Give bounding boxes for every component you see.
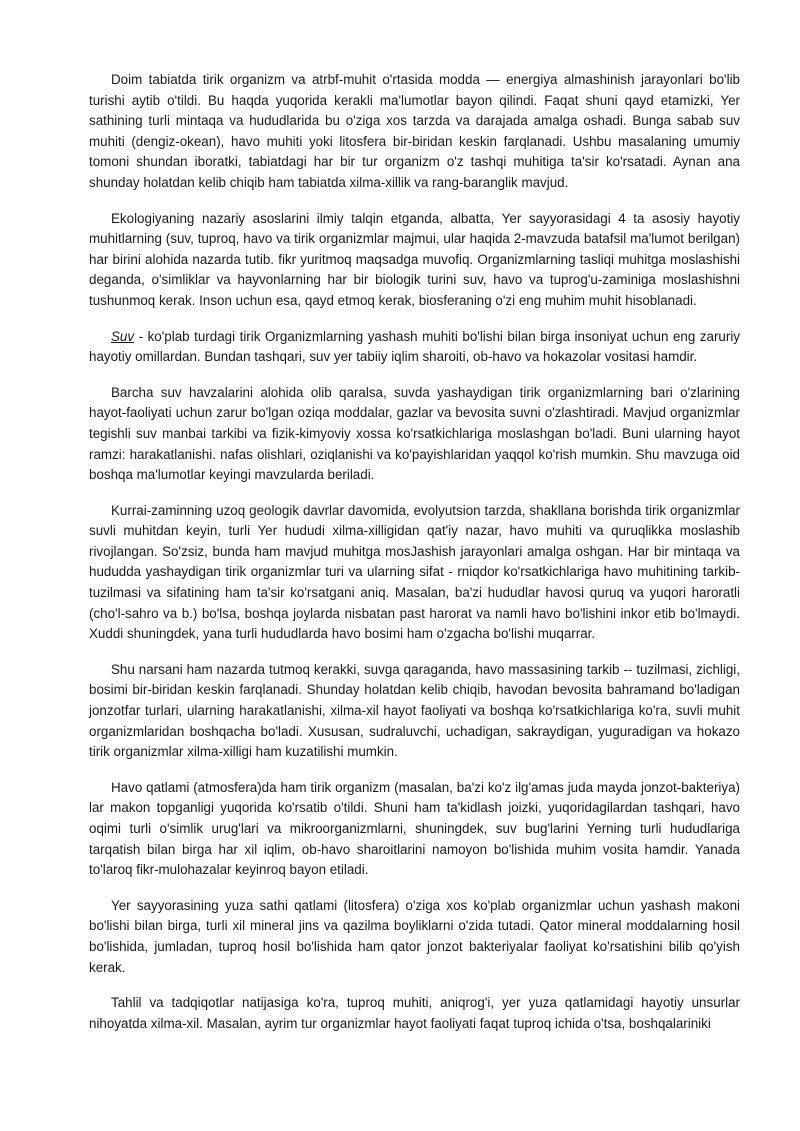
- paragraph-2: Ekologiyaning nazariy asoslarini ilmiy talqin etganda, albatta, Yer sayyorasidagi 4 ta asosiy hayotiy muhitlarning (suv, tuproq, havo va tirik organizmlar majmui, ular haqida 2-mavzuda batafsil ma'lumot berilgan) har birini alohida nazarda tutib. fikr yuritmoq maqsadga muvofiq. Organizmlarning tasliqi muhitga moslashishi deganda, o'simliklar va hayvonlarning har bir biologik turini suv, havo va tuprog'u-zaminiga moslashishni tushunmoq kerak. Inson uchun esa, qayd etmoq kerak, biosferaning o'zi eng muhim muhit hisoblanadi.: [89, 210, 740, 308]
- paragraph-3: [89, 327, 740, 368]
- paragraph-9: Tahlil va tadqiqotlar natijasiga ko'ra, tuproq muhiti, aniqrog'i, yer yuza qatlamidagi hayotiy unsurlar nihoyatda xilma-xil. Masalan, ayrim tur organizmlar hayot faoliyati faqat tuproq ichida o'tsa, boshqalariniki: [89, 995, 740, 1031]
- paragraph-3-text: - ko'plab turdagi tirik Organizmlarning yashash muhiti bo'lishi bilan birga insoniyat uchun eng zaruriy hayotiy omillardan. Bundan tashqari, suv yer tabiiy iqlim sharoiti, ob-havo va hokazolar vositasi hamdir.: [89, 328, 740, 365]
- paragraph-6: Shu narsani ham nazarda tutmoq kerakki, suvga qaraganda, havo massasining tarkib -- tuzilmasi, zichligi, bosimi bir-biridan keskin farqlanadi. Shunday holatdan kelib chiqib, havodan bevosita bahramand bo'ladigan jonzotfar turlari, ularning harakatlanishi, xilma-xil hayot faoliyati va boshqa ko'rsatkichlariga ko'ra, suvli muhit organizmlaridan boshqacha bo'ladi. Xususan, sudraluvchi, uchadigan, sakraydigan, yuguradigan va hokazo tirik organizmlar xilma-xilligi ham kuzatilishi mumkin.: [89, 661, 740, 760]
- paragraph-7: Havo qatlami (atmosfera)da ham tirik organizm (masalan, ba'zi ko'z ilg'amas juda mayda jonzot-bakteriya) lar makon topganligi yuqorida ko'rsatib o'tildi. Shuni ham ta'kidlash joizki, yuqoridagilardan tashqari, havo oqimi turli o'simlik urug'lari va mikroorganizmlarni, shuningdek, suv bug'larini Yerning turli hududlariga tarqatish bilan birga har xil iqlim, ob-havo sharoitlarini namoyon bo'lishida muhim vosita hamdir. Yanada to'laroq fikr-mulohazalar keyinroq bayon etiladi.: [89, 779, 740, 878]
- paragraph-4: Barcha suv havzalarini alohida olib qaralsa, suvda yashaydigan tirik organizmlarning bari o'zlarining hayot-faoliyati uchun zarur bo'lgan oziqa moddalar, gazlar va bevosita suvni o'zlashtiradi. Mavjud organizmlar tegishli suv manbai tarkibi va fizik-kimyoviy xossa ko'rsatkichlariga moslashgan bo'ladi. Buni ularning hayot ramzi: harakatlanishi. nafas olishlari, oziqlanishi va ko'payishlaridan yaqqol ko'rish mumkin. Shu mavzuga oid boshqa ma'lumotlar keyingi mavzularda beriladi.: [89, 384, 740, 483]
- paragraph-1: Doim tabiatda tirik organizm va atrbf-muhit o'rtasida modda — energiya almashinish jarayonlari bo'lib turishi aytib o'tildi. Bu haqda yuqorida kerakli ma'lumotlar bayon qilindi. Faqat shuni qayd etamizki, Yer sathining turli mintaqa va hududlarida bu o'ziga xos tarzda va darajada amalga oshadi. Bunga sabab suv muhiti (dengiz-okean), havo muhiti yoki litosfera bir-biridan keskin farqlanadi. Ushbu masalaning umumiy tomoni shundan iboratki, tabiatdagi har bir tur organizm o'z tashqi muhitiga ta'sir ko'rsatadi. Aynan ana shunday holatdan kelib chiqib ham tabiatda xilma-xillik va rang-baranglik mavjud.: [89, 72, 740, 190]
- paragraph-5: Kurrai-zaminning uzoq geologik davrlar davomida, evolyutsion tarzda, shakllana borishda tirik organizmlar suvli muhitdan keyin, turli Yer hududi xilma-xilligidan qat'iy nazar, havo muhiti va quruqlikka moslashib rivojlangan. So'zsiz, bunda ham mavjud muhitga mosJashish jarayonlari amalga oshgan. Har bir mintaqa va hududda yashaydigan tirik organizmlar turi va ularning sifat - rniqdor ko'rsatkichlariga havo muhitining tarkib-tuzilmasi va sifatining ham ta'sir ko'rsatgani aniq. Masalan, ba'zi hududlar havosi quruq va yuqori haroratli (cho'l-sahro va b.) bo'lsa, boshqa joylarda nisbatan past harorat va namli havo bo'lishini inkor etib bo'lmaydi. Xuddi shuningdek, yana turli hududlarda havo bosimi ham o'zgacha bo'lishi muqarrar.: [89, 502, 740, 642]
- paragraph-3-lead-term: Suv: [111, 328, 135, 344]
- paragraph-8: Yer sayyorasining yuza sathi qatlami (litosfera) o'ziga xos ko'plab organizmlar uchun yashash makoni bo'lishi bilan birga, turli xil mineral jins va qazilma boyliklarni o'zida tutadi. Qator mineral moddalarning hosil bo'lishida, jumladan, tuproq hosil bo'lishida ham qator jonzot bakteriyalar faoliyat ko'rsatishini bilib qo'yish kerak.: [89, 897, 740, 975]
